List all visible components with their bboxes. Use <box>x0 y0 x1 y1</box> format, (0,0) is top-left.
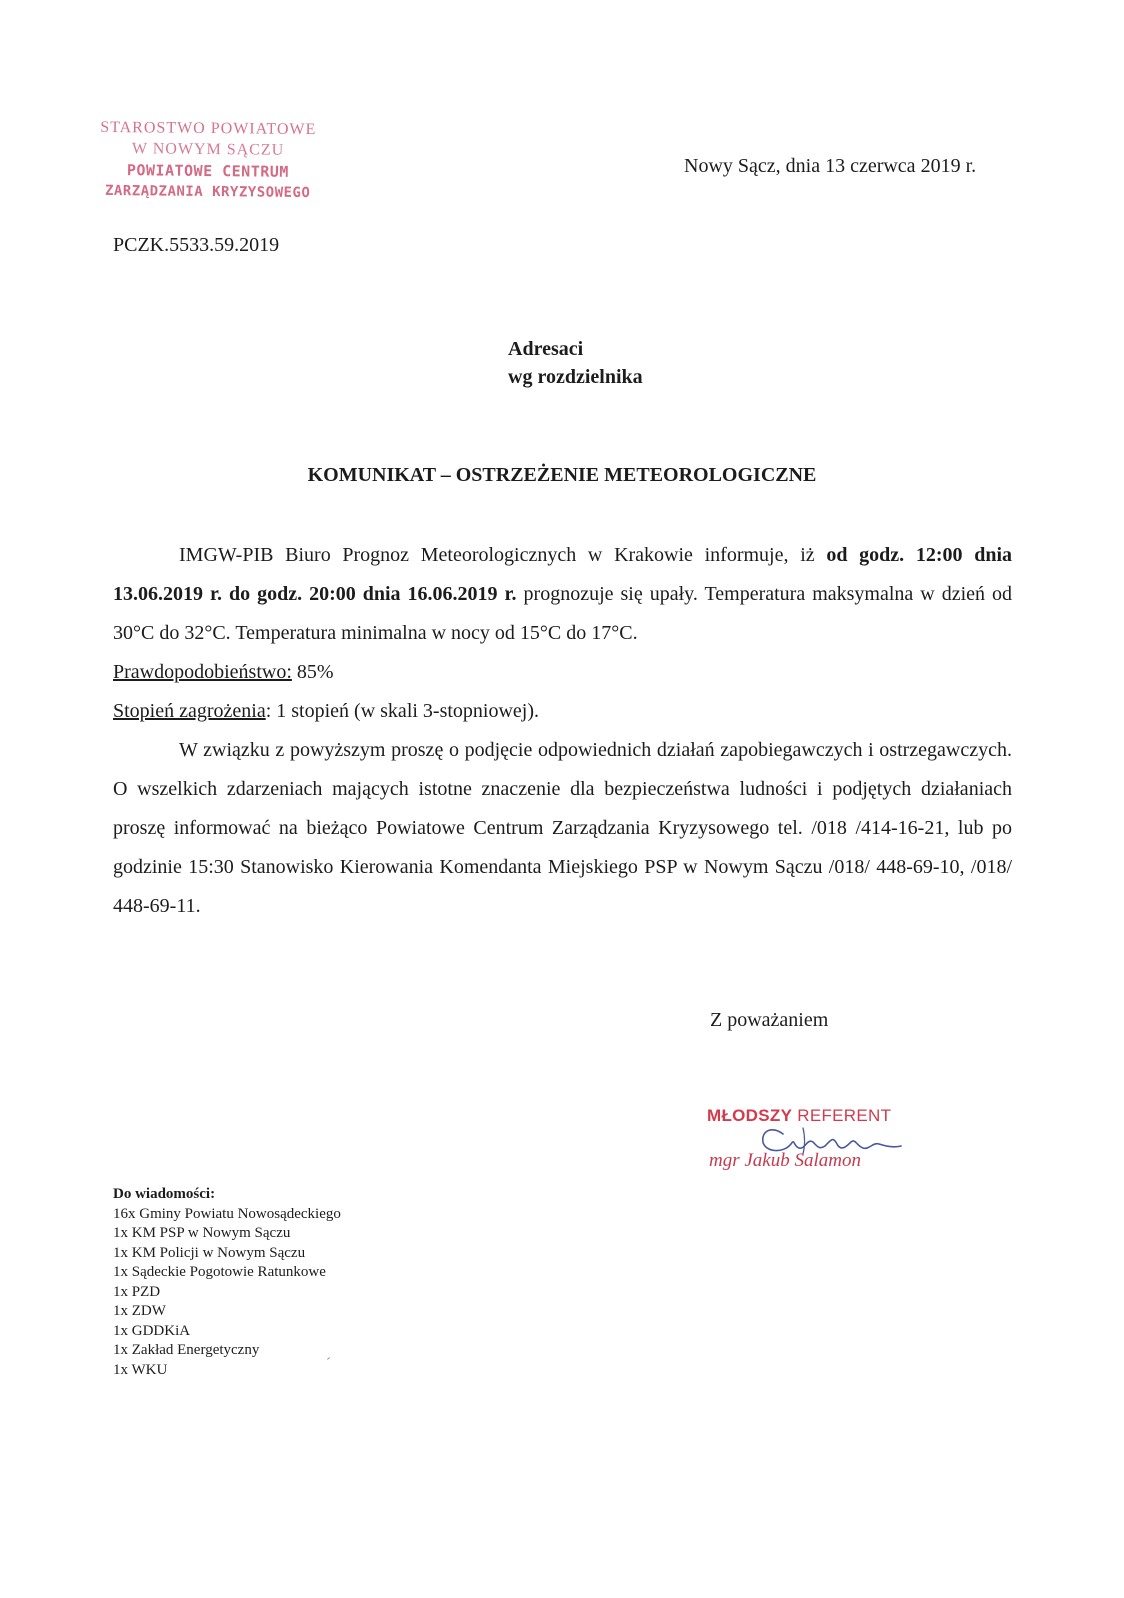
probability-label: Prawdopodobieństwo: <box>113 661 292 683</box>
list-item: 1x KM Policji w Nowym Sączu <box>113 1244 306 1261</box>
document-body <box>113 536 1012 926</box>
list-item: 1x PZD <box>113 1283 161 1300</box>
list-item: 1x KM PSP w Nowym Sączu <box>113 1225 291 1241</box>
signature-block <box>705 1100 925 1180</box>
list-item: 1x ZDW <box>113 1303 166 1319</box>
list-item: 16x Gminy Powiatu Nowosądeckiego <box>113 1205 341 1222</box>
signature-title-bold: MŁODSZY <box>707 1106 793 1125</box>
stamp-line-1: STAROSTWO POWIATOWE <box>100 118 317 139</box>
probability-value: 85% <box>291 661 334 683</box>
stamp-line-2: W NOWYM SĄCZU <box>131 140 285 159</box>
addressee-line-2: wg rozdzielnika <box>508 366 643 388</box>
office-stamp <box>78 117 339 204</box>
warning-intro: IMGW-PIB Biuro Prognoz Meteorologicznych w Krakowie informuje, iż <box>179 544 827 566</box>
threat-level-value: : 1 stopień (w skali 3-stopniowej). <box>265 700 540 722</box>
addressee-line-1: Adresaci <box>508 338 584 360</box>
list-item: 1x Zakład Energetyczny <box>113 1342 260 1358</box>
warning-paragraph <box>113 536 1012 653</box>
place-and-date: Nowy Sącz, dnia 13 czerwca 2019 r. <box>684 155 977 177</box>
warning-details: prognozuje się upały. Temperatura maksymalna w dzień od 30°C do 32°C. Temperatura minimalna w nocy od 15°C do 17°C. <box>113 583 1012 644</box>
addressee <box>508 335 643 391</box>
threat-level-line <box>113 692 1012 731</box>
closing-phrase: Z poważaniem <box>710 1009 829 1031</box>
list-item: 1x GDDKiA <box>113 1322 191 1339</box>
stamp-line-3: POWIATOWE CENTRUM <box>126 161 289 181</box>
signature-title-rest: REFERENT <box>792 1106 892 1125</box>
list-item: 1x Sądeckie Pogotowie Ratunkowe <box>113 1264 326 1280</box>
distribution-list <box>113 1185 341 1380</box>
instructions-paragraph: W związku z powyższym proszę o podjęcie odpowiednich działań zapobiegawczych i ostrzegawczych. O wszelkich zdarzeniach mających istotne znaczenie dla bezpieczeństwa ludności i podjętych działaniach proszę informować na bieżąco Powiatowe Centrum Zarządzania Kryzysowego tel. /018 /414-16-21, lub po godzinie 15:30 Stanowisko Kierowania Komendanta Miejskiego PSP w Nowym Sączu /018/ 448-69-10, /018/ 448-69-11. <box>113 739 1012 917</box>
stamp-line-4: ZARZĄDZANIA KRYZYSOWEGO <box>104 182 311 202</box>
distribution-header: Do wiadomości: <box>113 1186 216 1202</box>
threat-level-label: Stopień zagrożenia <box>113 700 266 722</box>
signatory-name: mgr Jakub Salamon <box>709 1150 861 1171</box>
list-item: 1x WKU <box>113 1361 168 1378</box>
warning-period: od godz. 12:00 dnia 13.06.2019 r. do godz. 20:00 dnia 16.06.2019 r. <box>113 544 1012 605</box>
document-title: KOMUNIKAT – OSTRZEŻENIE METEOROLOGICZNE <box>307 464 817 486</box>
reference-number: PCZK.5533.59.2019 <box>113 234 280 256</box>
probability-line <box>113 653 1012 692</box>
